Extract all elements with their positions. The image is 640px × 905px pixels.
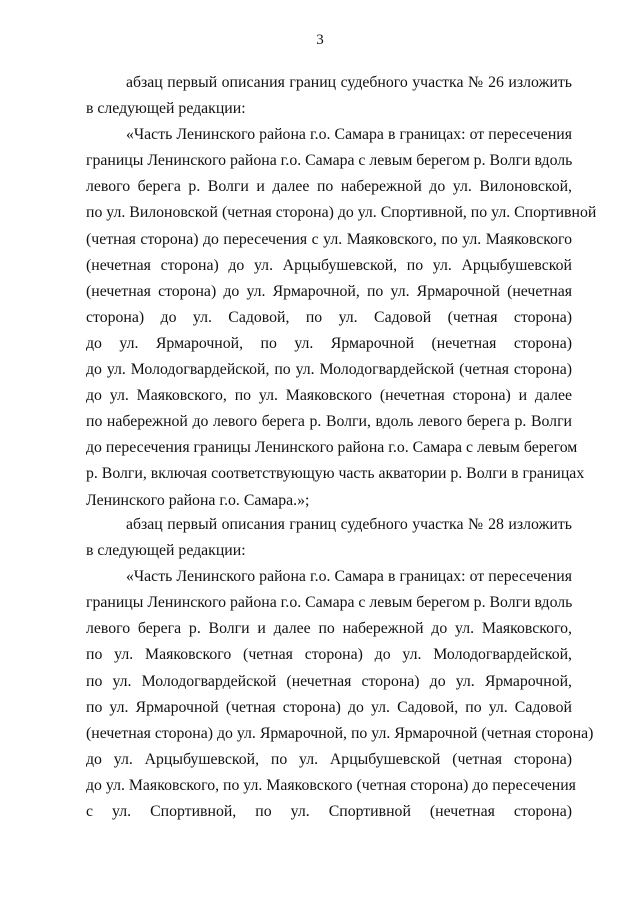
page-number: 3 bbox=[316, 32, 324, 48]
paragraph-line: до пересечения границы Ленинского района г.о. Самара с левым берегом bbox=[86, 439, 578, 457]
paragraph-line: левого берега р. Волги и далее по набережной до ул. Маяковского, bbox=[86, 620, 572, 638]
paragraph-line: сторона) до ул. Садовой, по ул. Садовой (четная сторона) bbox=[86, 308, 572, 326]
paragraph-line: границы Ленинского района г.о. Самара с левым берегом р. Волги вдоль bbox=[86, 594, 573, 612]
paragraph-line: в следующей редакции: bbox=[86, 100, 246, 118]
paragraph-line: до ул. Молодогвардейской, по ул. Молодогвардейской (четная сторона) bbox=[86, 361, 572, 379]
paragraph-line: до ул. Маяковского, по ул. Маяковского (нечетная сторона) и далее bbox=[86, 387, 572, 405]
paragraph-line: по набережной до левого берега р. Волги, вдоль левого берега р. Волги bbox=[86, 413, 572, 431]
paragraph-line: границы Ленинского района г.о. Самара с левым берегом р. Волги вдоль bbox=[86, 152, 573, 170]
paragraph-line: по ул. Молодогвардейской (нечетная сторона) до ул. Ярмарочной, bbox=[86, 672, 572, 690]
paragraph-line: до ул. Ярмарочной, по ул. Ярмарочной (нечетная сторона) bbox=[86, 334, 572, 352]
paragraph-line: по ул. Маяковского (четная сторона) до ул. Молодогвардейской, bbox=[86, 646, 572, 664]
paragraph-line: с ул. Спортивной, по ул. Спортивной (нечетная сторона) bbox=[86, 803, 572, 821]
paragraph-line: по ул. Ярмарочной (четная сторона) до ул. Садовой, по ул. Садовой bbox=[86, 698, 572, 716]
amendment-section-26 bbox=[86, 70, 597, 514]
paragraph-line: (четная сторона) до пересечения с ул. Маяковского, по ул. Маяковского bbox=[86, 230, 572, 248]
paragraph-line: по ул. Вилоновской (четная сторона) до ул. Спортивной, по ул. Спортивной bbox=[86, 204, 597, 222]
paragraph-line: абзац первый описания границ судебного участка № 26 изложить bbox=[126, 74, 572, 91]
paragraph-line: до ул. Маяковского, по ул. Маяковского (четная сторона) до пересечения bbox=[86, 776, 576, 794]
paragraph-line: до ул. Арцыбушевской, по ул. Арцыбушевской (четная сторона) bbox=[86, 750, 572, 768]
paragraph-line: (нечетная сторона) до ул. Арцыбушевской, по ул. Арцыбушевской bbox=[86, 256, 572, 274]
paragraph-line: (нечетная сторона) до ул. Ярмарочной, по ул. Ярмарочной (четная сторона) bbox=[86, 724, 594, 742]
paragraph-line: (нечетная сторона) до ул. Ярмарочной, по ул. Ярмарочной (нечетная bbox=[86, 282, 572, 300]
paragraph-line: левого берега р. Волги и далее по набережной до ул. Вилоновской, bbox=[86, 178, 572, 196]
paragraph-line: абзац первый описания границ судебного участка № 28 изложить bbox=[126, 516, 572, 533]
paragraph-line: «Часть Ленинского района г.о. Самара в границах: от пересечения bbox=[126, 568, 572, 586]
paragraph-line: «Часть Ленинского района г.о. Самара в границах: от пересечения bbox=[126, 126, 572, 144]
paragraph-line: в следующей редакции: bbox=[86, 542, 246, 560]
paragraph-line: Ленинского района г.о. Самара.»; bbox=[86, 491, 310, 509]
amendment-section-28 bbox=[86, 512, 594, 825]
paragraph-line: р. Волги, включая соответствующую часть акватории р. Волги в границах bbox=[86, 465, 585, 483]
